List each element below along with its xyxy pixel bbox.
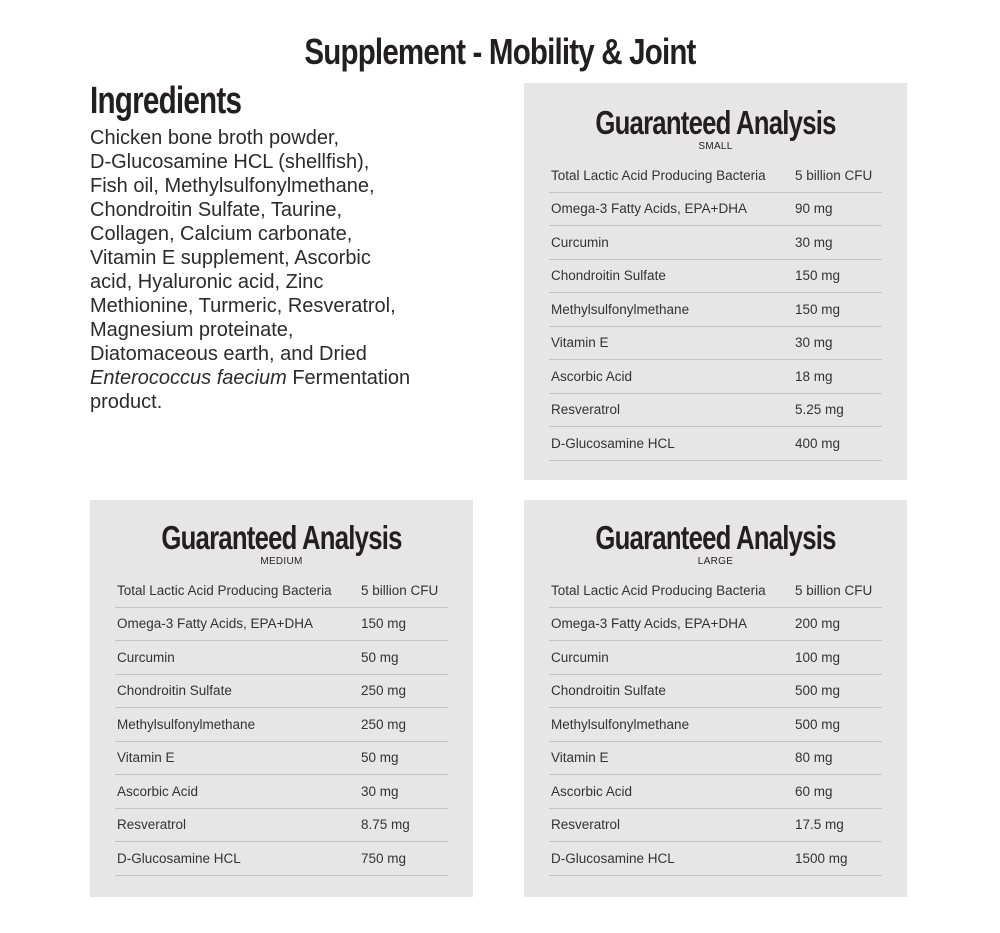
table-row [549, 641, 882, 675]
nutrient-value: 5 billion CFU [793, 574, 882, 607]
nutrient-value: 8.75 mg [359, 808, 448, 842]
nutrient-value: 17.5 mg [793, 808, 882, 842]
table-row [549, 159, 882, 192]
nutrient-value: 150 mg [793, 293, 882, 327]
nutrient-value: 30 mg [359, 775, 448, 809]
table-row [549, 393, 882, 427]
analysis-panel-small [524, 83, 907, 480]
ingredients-text-end: Fermentation product. [90, 367, 411, 413]
table-row [115, 775, 448, 809]
nutrient-value: 5 billion CFU [359, 574, 448, 607]
table-row [549, 192, 882, 226]
analysis-table [549, 159, 882, 461]
analysis-panel-large [524, 500, 907, 897]
nutrient-value: 80 mg [793, 741, 882, 775]
nutrient-name: Ascorbic Acid [115, 775, 359, 809]
nutrient-value: 150 mg [793, 259, 882, 293]
nutrient-value: 50 mg [359, 741, 448, 775]
ingredients-text-main: Chicken bone broth powder, D-Glucosamine HCL (shellfish), Fish oil, Methylsulfonylmethane, Chondroitin Sulfate, Taurine, Collagen, Calcium carbonate, Vitamin E supplement, Ascorbic acid, Hyaluronic acid, Zinc Methionine, Turmeric, Resveratrol, Magnesium proteinate, Diatomaceous earth, and Dried [90, 127, 396, 365]
size-label: MEDIUM [260, 556, 303, 567]
nutrient-value: 250 mg [359, 708, 448, 742]
nutrient-name: Omega-3 Fatty Acids, EPA+DHA [549, 192, 793, 226]
nutrient-name: Curcumin [115, 641, 359, 675]
table-row [549, 842, 882, 876]
table-row [549, 326, 882, 360]
nutrient-name: Omega-3 Fatty Acids, EPA+DHA [549, 607, 793, 641]
nutrient-value: 1500 mg [793, 842, 882, 876]
nutrient-name: Methylsulfonylmethane [115, 708, 359, 742]
nutrient-value: 18 mg [793, 360, 882, 394]
ingredients-text [90, 126, 490, 414]
table-row [549, 674, 882, 708]
table-row [549, 293, 882, 327]
table-row [549, 574, 882, 607]
table-row [549, 259, 882, 293]
table-row [115, 842, 448, 876]
nutrient-value: 30 mg [793, 226, 882, 260]
nutrient-name: D-Glucosamine HCL [549, 842, 793, 876]
size-label: SMALL [698, 141, 733, 152]
nutrient-value: 200 mg [793, 607, 882, 641]
nutrient-name: D-Glucosamine HCL [549, 427, 793, 461]
size-label: LARGE [697, 556, 734, 567]
nutrient-name: Chondroitin Sulfate [115, 674, 359, 708]
nutrient-value: 400 mg [793, 427, 882, 461]
table-row [115, 708, 448, 742]
table-row [549, 808, 882, 842]
nutrient-name: Ascorbic Acid [549, 775, 793, 809]
nutrient-value: 50 mg [359, 641, 448, 675]
nutrient-name: Ascorbic Acid [549, 360, 793, 394]
nutrient-name: Curcumin [549, 641, 793, 675]
ingredients-text-italic: Enterococcus faecium [90, 367, 287, 389]
table-row [549, 427, 882, 461]
analysis-table [115, 574, 448, 876]
nutrient-value: 500 mg [793, 674, 882, 708]
nutrient-value: 500 mg [793, 708, 882, 742]
nutrient-name: Total Lactic Acid Producing Bacteria [549, 574, 793, 607]
nutrient-name: Resveratrol [549, 393, 793, 427]
nutrient-name: Chondroitin Sulfate [549, 259, 793, 293]
nutrient-name: Total Lactic Acid Producing Bacteria [115, 574, 359, 607]
analysis-heading: Guaranteed Analysis [595, 519, 836, 556]
table-row [549, 607, 882, 641]
table-row [549, 226, 882, 260]
nutrient-name: Resveratrol [549, 808, 793, 842]
nutrient-name: Curcumin [549, 226, 793, 260]
nutrient-name: Methylsulfonylmethane [549, 708, 793, 742]
nutrient-value: 5.25 mg [793, 393, 882, 427]
table-row [115, 607, 448, 641]
nutrient-name: Vitamin E [549, 326, 793, 360]
nutrient-name: D-Glucosamine HCL [115, 842, 359, 876]
table-row [115, 641, 448, 675]
analysis-table [549, 574, 882, 876]
table-row [115, 741, 448, 775]
table-row [549, 708, 882, 742]
nutrient-name: Omega-3 Fatty Acids, EPA+DHA [115, 607, 359, 641]
nutrient-value: 60 mg [793, 775, 882, 809]
nutrient-value: 750 mg [359, 842, 448, 876]
table-row [549, 360, 882, 394]
nutrient-value: 5 billion CFU [793, 159, 882, 192]
nutrient-name: Total Lactic Acid Producing Bacteria [549, 159, 793, 192]
ingredients-section [90, 78, 490, 414]
page-title: Supplement - Mobility & Joint [304, 31, 696, 72]
nutrient-name: Methylsulfonylmethane [549, 293, 793, 327]
nutrient-value: 100 mg [793, 641, 882, 675]
ingredients-heading: Ingredients [90, 80, 242, 122]
nutrient-value: 90 mg [793, 192, 882, 226]
nutrient-value: 30 mg [793, 326, 882, 360]
analysis-heading: Guaranteed Analysis [595, 104, 836, 141]
nutrient-name: Resveratrol [115, 808, 359, 842]
table-row [115, 808, 448, 842]
analysis-panel-medium [90, 500, 473, 897]
nutrient-name: Vitamin E [549, 741, 793, 775]
table-row [549, 775, 882, 809]
analysis-heading: Guaranteed Analysis [161, 519, 402, 556]
table-row [115, 674, 448, 708]
table-row [549, 741, 882, 775]
nutrient-name: Chondroitin Sulfate [549, 674, 793, 708]
nutrient-value: 150 mg [359, 607, 448, 641]
table-row [115, 574, 448, 607]
nutrient-name: Vitamin E [115, 741, 359, 775]
nutrient-value: 250 mg [359, 674, 448, 708]
